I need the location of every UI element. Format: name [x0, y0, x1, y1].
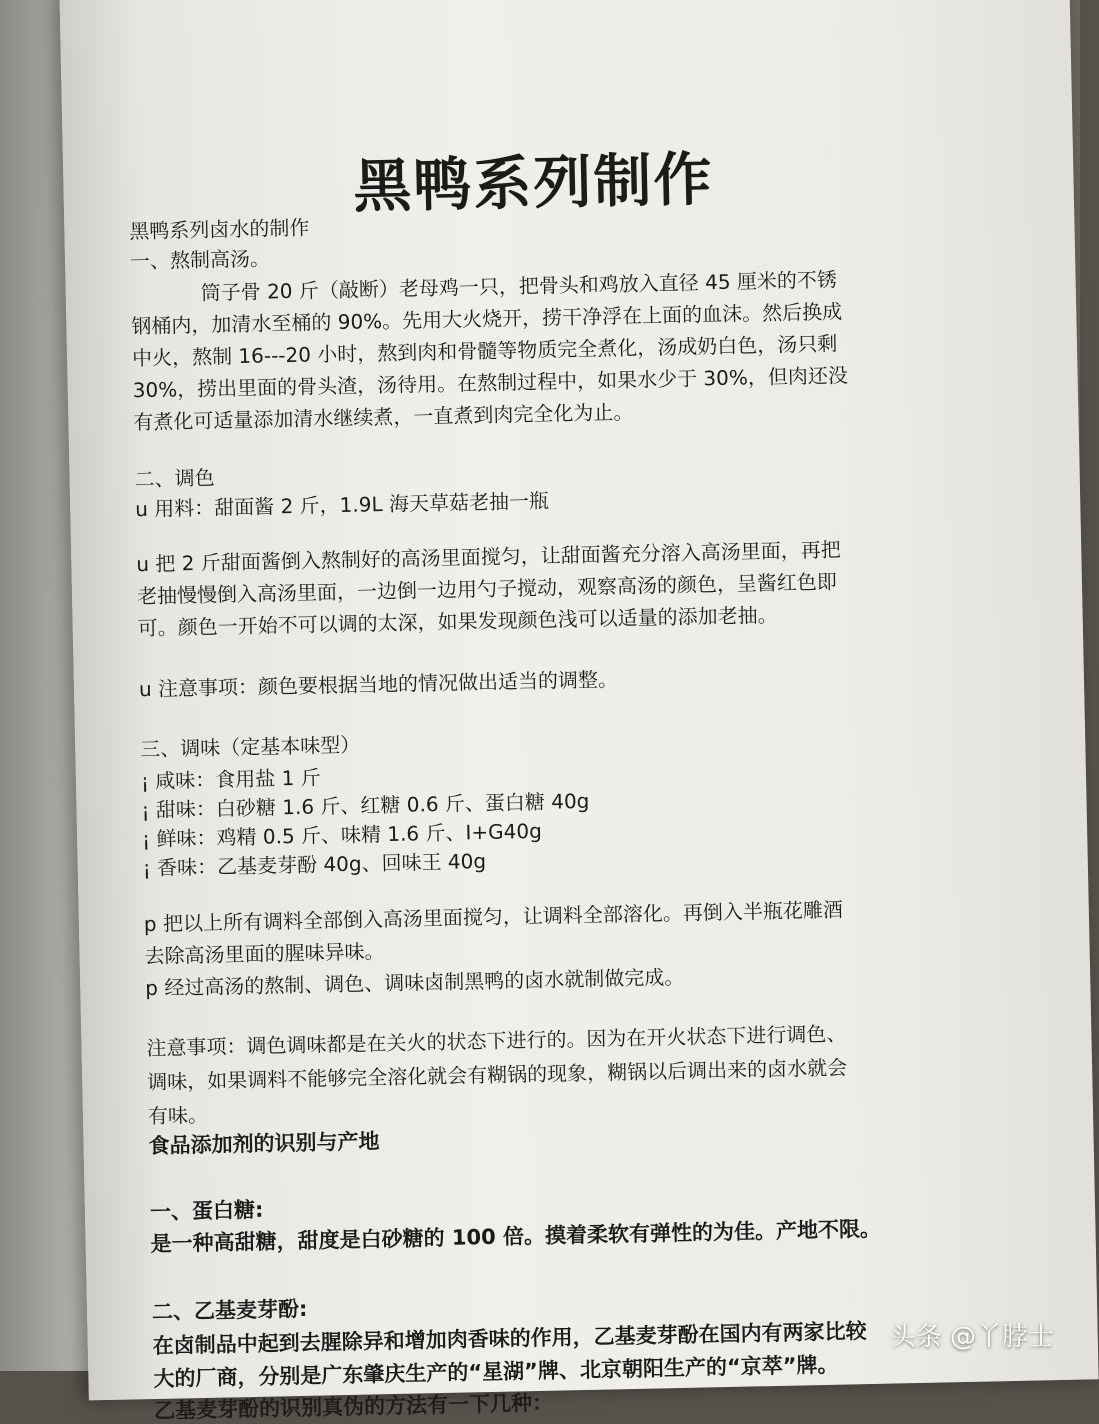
text-line: 乙基麦芽酚的识别真伪的方法有一下几种：: [153, 1390, 554, 1424]
text-line: 一、熬制高汤。: [129, 246, 271, 274]
section-heading: 食品添加剂的识别与产地: [148, 1129, 380, 1159]
list-item: ¡ 甜味：白砂糖 1.6 斤、红糖 0.6 斤、蛋白糖 40g: [141, 788, 590, 823]
text-line: u 用料：甜面酱 2 斤，1.9L 海天草菇老抽一瓶: [134, 488, 550, 522]
list-item: ¡ 香味：乙基麦芽酚 40g、回味王 40g: [142, 848, 487, 881]
text-line: 钢桶内，加清水至桶的 90%。先用大火烧开，捞干净浮在上面的血沫。然后换成: [131, 299, 843, 339]
text-line: 黑鸭系列卤水的制作: [129, 215, 310, 244]
text-line: 有味。: [147, 1102, 209, 1129]
watermark: 头条 @丫脖士: [889, 1322, 1054, 1352]
text-line: 去除高汤里面的腥味异味。: [144, 939, 385, 969]
section-heading: 二、调色: [134, 465, 215, 492]
list-item: ¡ 咸味：食用盐 1 斤: [140, 765, 321, 794]
text-line: 注意事项：调色调味都是在关火的状态下进行的。因为在开火状态下进行调色、: [146, 1021, 847, 1061]
text-line: 大的厂商，分别是广东肇庆生产的“星湖”牌、北京朝阳生产的“京萃”牌。: [153, 1352, 839, 1392]
text-line: 老抽慢慢倒入高汤里面，一边倒一边用勺子搅动，观察高汤的颜色，呈酱红色即: [136, 569, 838, 609]
text-line: u 把 2 斤甜面酱倒入熬制好的高汤里面搅匀，让甜面酱充分溶入高汤里面，再把: [136, 537, 841, 577]
text-line: 筒子骨 20 斤（敲断）老母鸡一只，把骨头和鸡放入直径 45 厘米的不锈: [200, 267, 838, 305]
section-heading: 一、蛋白糖:: [149, 1197, 264, 1225]
document-page: [59, 0, 1098, 1424]
document-title: 黑鸭系列制作: [352, 145, 715, 221]
text-line: 有煮化可适量添加清水继续煮，一直煮到肉完全化为止。: [133, 399, 634, 435]
section-heading: 二、乙基麦芽酚:: [151, 1296, 308, 1325]
list-item: ¡ 鲜味：鸡精 0.5 斤、味精 1.6 斤、I+G40g: [141, 818, 543, 852]
text-line: 调味，如果调料不能够完全溶化就会有糊锅的现象，糊锅以后调出来的卤水就会: [146, 1055, 848, 1095]
text-line: 30%，捞出里面的骨头渣，汤待用。在熬制过程中，如果水少于 30%，但肉还没: [132, 363, 849, 403]
text-line: p 经过高汤的熬制、调色、调味卤制黑鸭的卤水就制做完成。: [145, 964, 685, 1001]
text-line: 中火，熬制 16---20 小时，熬到肉和骨髓等物质完全煮化，汤成奶白色，汤只剩: [131, 331, 838, 371]
text-line: u 注意事项：颜色要根据当地的情况做出适当的调整。: [138, 667, 619, 702]
text-line: 是一种高甜糖，甜度是白砂糖的 100 倍。摸着柔软有弹性的为佳。产地不限。: [150, 1216, 882, 1257]
text-line: 可。颜色一开始不可以调的太深，如果发现颜色浅可以适量的添加老抽。: [137, 602, 778, 641]
section-heading: 三、调味（定基本味型）: [139, 732, 361, 762]
text-line: 在卤制品中起到去腥除异和增加肉香味的作用，乙基麦芽酚在国内有两家比较: [152, 1319, 867, 1359]
text-line: p 把以上所有调料全部倒入高汤里面搅匀，让调料全部溶化。再倒入半瓶花雕酒: [143, 897, 844, 937]
